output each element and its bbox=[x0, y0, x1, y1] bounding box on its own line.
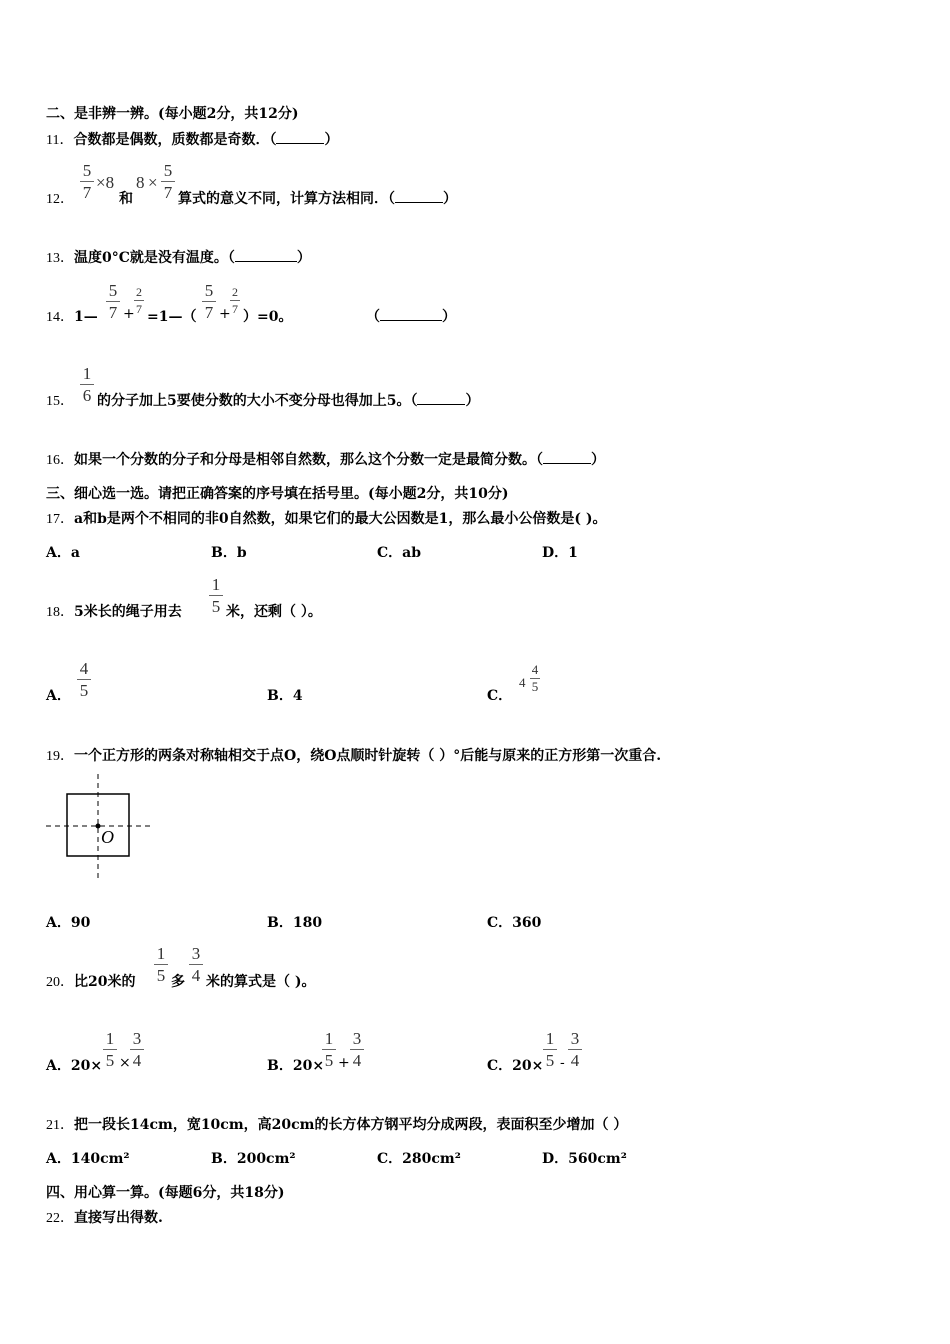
question-number: 19． bbox=[46, 749, 74, 764]
question-number: 20． bbox=[46, 975, 74, 990]
answer-blank[interactable] bbox=[395, 190, 443, 203]
question-17 bbox=[46, 508, 606, 528]
denominator: 7 bbox=[232, 302, 238, 316]
numerator: 3 bbox=[352, 1029, 362, 1048]
question-text: 一个正方形的两条对称轴相交于点O，绕O点顺时针旋转（ ）°后能与原来的正方形第一次重合. bbox=[74, 748, 662, 764]
square-symmetry-figure bbox=[44, 772, 154, 882]
numerator: 3 bbox=[132, 1029, 142, 1048]
answer-blank[interactable] bbox=[235, 249, 297, 262]
answer-paren bbox=[366, 306, 456, 326]
fraction bbox=[322, 1030, 336, 1069]
numerator: 5 bbox=[108, 281, 118, 300]
denominator: 7 bbox=[136, 302, 142, 316]
numerator: 5 bbox=[163, 161, 173, 180]
operator: - bbox=[560, 1055, 565, 1071]
numerator: 1 bbox=[324, 1029, 334, 1048]
question-14 bbox=[46, 306, 98, 326]
option-d[interactable]: D．560cm² bbox=[542, 1151, 627, 1167]
answer-blank[interactable] bbox=[543, 451, 591, 464]
option-c[interactable]: C．20× bbox=[487, 1058, 544, 1074]
paren-close: ） bbox=[442, 309, 456, 325]
paren-close: ） bbox=[443, 191, 457, 207]
plus-sign: + bbox=[219, 306, 231, 322]
question-number: 12． bbox=[46, 192, 74, 207]
denominator: 7 bbox=[204, 303, 214, 322]
question-text: 温度0°C就是没有温度。（ bbox=[74, 250, 235, 266]
denominator: 4 bbox=[352, 1051, 362, 1070]
numerator: 5 bbox=[204, 281, 214, 300]
numerator: 3 bbox=[570, 1029, 580, 1048]
option-d[interactable]: D．1 bbox=[542, 545, 578, 561]
plus-sign: + bbox=[123, 306, 135, 322]
fraction bbox=[106, 282, 120, 321]
denominator: 6 bbox=[82, 386, 92, 405]
fraction bbox=[130, 1030, 144, 1069]
times-sign: × bbox=[148, 173, 158, 192]
answer-blank[interactable] bbox=[417, 392, 465, 405]
question-number: 22． bbox=[46, 1211, 74, 1226]
point-label: O bbox=[101, 827, 114, 847]
paren-open: （ bbox=[366, 309, 380, 325]
question-15 bbox=[46, 390, 74, 410]
fraction bbox=[103, 1030, 117, 1069]
option-b[interactable]: B．b bbox=[211, 545, 247, 561]
question-number: 18． bbox=[46, 605, 74, 620]
paren-close: ） bbox=[296, 250, 311, 266]
question-number: 21． bbox=[46, 1118, 74, 1133]
mixed-whole: 4 bbox=[519, 675, 526, 690]
fraction bbox=[530, 664, 540, 693]
option-a[interactable]: A．a bbox=[46, 545, 80, 561]
fraction bbox=[543, 1030, 557, 1069]
question-19 bbox=[46, 745, 661, 765]
center-point bbox=[96, 824, 101, 829]
denominator: 5 bbox=[324, 1051, 334, 1070]
question-text: 的分子加上5要使分数的大小不变分母也得加上5。（ bbox=[97, 393, 418, 409]
denominator: 5 bbox=[156, 966, 166, 985]
fraction bbox=[230, 286, 240, 315]
word-duo: 多 bbox=[171, 974, 185, 990]
paren-close: ） bbox=[465, 393, 480, 409]
numerator: 5 bbox=[82, 161, 92, 180]
question-13 bbox=[46, 247, 311, 267]
fraction bbox=[80, 365, 94, 404]
numerator: 3 bbox=[191, 944, 201, 963]
question-text-pre: 比20米的 bbox=[74, 974, 136, 990]
denominator: 5 bbox=[545, 1051, 555, 1070]
numerator: 1 bbox=[545, 1029, 555, 1048]
section-2-heading: 二、是非辨一辨。(每小题2分，共12分) bbox=[46, 106, 299, 122]
answer-blank[interactable] bbox=[276, 131, 324, 144]
question-number: 15． bbox=[46, 394, 74, 409]
question-number: 17． bbox=[46, 512, 74, 527]
equals-zero: ）=0。 bbox=[243, 309, 293, 325]
question-text-post: 米，还剩（ ）。 bbox=[226, 604, 322, 620]
option-a[interactable]: A． bbox=[46, 688, 71, 704]
question-number: 16． bbox=[46, 453, 74, 468]
question-text: 算式的意义不同，计算方法相同．（ bbox=[178, 191, 395, 207]
option-b[interactable]: B．180 bbox=[267, 915, 323, 931]
option-a[interactable]: A．140cm² bbox=[46, 1151, 130, 1167]
denominator: 7 bbox=[108, 303, 118, 322]
denominator: 4 bbox=[570, 1051, 580, 1070]
option-b[interactable]: B．20× bbox=[267, 1058, 325, 1074]
numerator: 1 bbox=[211, 575, 221, 594]
numerator: 2 bbox=[232, 285, 238, 299]
option-a[interactable]: A．90 bbox=[46, 915, 91, 931]
times-eight: ×8 bbox=[96, 173, 115, 192]
option-c[interactable]: C．280cm² bbox=[377, 1151, 461, 1167]
denominator: 5 bbox=[531, 679, 539, 694]
question-22 bbox=[46, 1207, 163, 1227]
operator: + bbox=[338, 1055, 350, 1071]
question-number: 11． bbox=[46, 133, 74, 148]
question-text: 把一段长14cm，宽10cm，高20cm的长方体方钢平均分成两段，表面积至少增加（ ） bbox=[74, 1117, 628, 1133]
denominator: 5 bbox=[79, 681, 89, 700]
numerator: 2 bbox=[136, 285, 142, 299]
question-12-text bbox=[178, 188, 457, 208]
question-12 bbox=[46, 188, 74, 208]
option-b[interactable]: B．4 bbox=[267, 688, 303, 704]
denominator: 7 bbox=[82, 183, 92, 202]
fraction bbox=[77, 660, 91, 699]
question-11 bbox=[46, 129, 338, 149]
section-4-heading: 四、用心算一算。(每题6分，共18分) bbox=[46, 1185, 285, 1201]
fraction bbox=[154, 945, 168, 984]
numerator: 1 bbox=[82, 364, 92, 383]
fraction bbox=[189, 945, 203, 984]
option-c[interactable]: C．ab bbox=[377, 545, 422, 561]
numerator: 4 bbox=[531, 662, 539, 677]
question-text: 合数都是偶数，质数都是奇数．（ bbox=[73, 132, 277, 148]
question-18 bbox=[46, 601, 182, 621]
answer-blank[interactable] bbox=[380, 308, 442, 321]
operator: × bbox=[119, 1055, 131, 1071]
option-b[interactable]: B．200cm² bbox=[211, 1151, 296, 1167]
denominator: 7 bbox=[163, 183, 173, 202]
question-text: a和b是两个不相同的非0自然数，如果它们的最大公因数是1，那么最小公倍数是( )。 bbox=[74, 511, 607, 527]
one-minus: 1— bbox=[74, 309, 98, 325]
fraction bbox=[80, 162, 94, 201]
option-a[interactable]: A．20× bbox=[46, 1058, 103, 1074]
fraction bbox=[202, 282, 216, 321]
fraction bbox=[161, 162, 175, 201]
numerator: 1 bbox=[156, 944, 166, 963]
equals-one-minus: =1—（ bbox=[147, 309, 197, 325]
paren-close: ） bbox=[324, 132, 339, 148]
option-c[interactable]: C． bbox=[487, 688, 513, 704]
fraction bbox=[568, 1030, 582, 1069]
denominator: 5 bbox=[105, 1051, 115, 1070]
question-20 bbox=[46, 971, 135, 991]
paren-close: ） bbox=[591, 452, 605, 468]
option-c[interactable]: C．360 bbox=[487, 915, 542, 931]
numerator: 1 bbox=[105, 1029, 115, 1048]
question-text-pre: 5米长的绳子用去 bbox=[74, 604, 182, 620]
question-21 bbox=[46, 1114, 627, 1134]
fraction bbox=[209, 576, 223, 615]
eight: 8 bbox=[136, 173, 145, 192]
question-15-text bbox=[97, 390, 479, 410]
question-text: 直接写出得数. bbox=[74, 1210, 163, 1226]
denominator: 4 bbox=[191, 966, 201, 985]
word-he: 和 bbox=[119, 191, 133, 207]
denominator: 4 bbox=[132, 1051, 142, 1070]
denominator: 5 bbox=[211, 597, 221, 616]
section-3-heading: 三、细心选一选。请把正确答案的序号填在括号里。(每小题2分，共10分) bbox=[46, 486, 509, 502]
fraction bbox=[350, 1030, 364, 1069]
question-16 bbox=[46, 449, 605, 469]
fraction bbox=[134, 286, 144, 315]
question-number: 13． bbox=[46, 251, 74, 266]
numerator: 4 bbox=[79, 659, 89, 678]
question-text-post: 米的算式是（ )。 bbox=[206, 974, 316, 990]
question-text: 如果一个分数的分子和分母是相邻自然数，那么这个分数一定是最简分数。（ bbox=[74, 452, 543, 468]
question-number: 14． bbox=[46, 310, 74, 325]
